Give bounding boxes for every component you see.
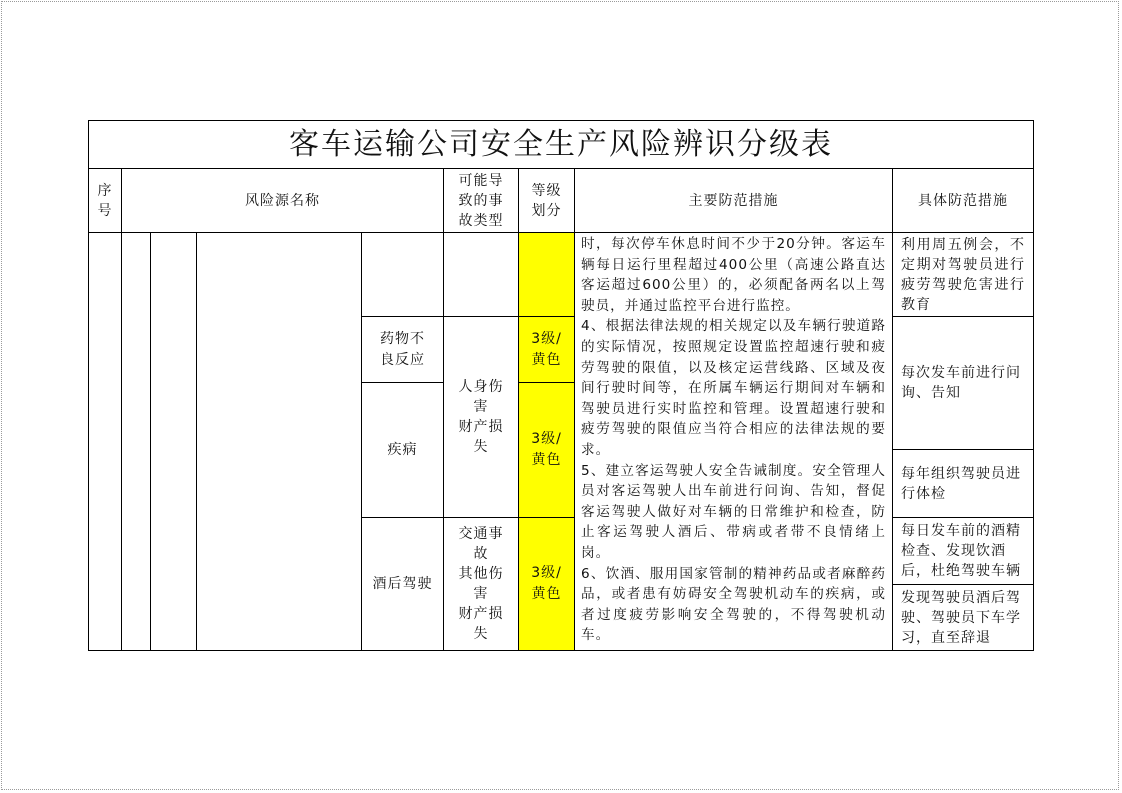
accident-type-cell [443,517,519,651]
header-risk-source: 风险源名称 [121,168,444,233]
header-accident-type [443,168,519,233]
table-title: 客车运输公司安全生产风险辨识分级表 [88,120,1034,169]
main-measure-paragraph: 5、建立客运驾驶人安全告诫制度。安全管理人员对客运驾驶人出车前进行问询、告知，督促客运驾驶人做好对车辆的日常维护和检查，防止客运驾驶人酒后、带病或者带不良情绪上岗。 [581,462,886,561]
main-measure-paragraph: 6、饮酒、服用国家管制的精神药品或者麻醉药品，或者患有妨碍安全驾驶机动车的疾病，或者过度疲劳影响安全驾驶的，不得驾驶机动车。 [581,565,886,644]
level-label: 3级/黄色 [531,565,562,602]
main-measure-paragraph: 时，每次停车休息时间不少于20分钟。客运车辆每日运行里程超过400公里（高速公路直达客运超过600公里）的，必须配备两名以上驾驶员，并通过监控平台进行监控。 [581,236,886,314]
category-col-2 [150,232,197,651]
specific-measure-cell: 发现驾驶员酒后驾驶、驾驶员下车学习，直至辞退 [892,584,1034,651]
main-measures-cell [574,232,893,651]
level-cell [518,382,575,518]
level-cell [518,316,575,383]
level-label: 3级/黄色 [531,431,562,468]
accident-type-line: 其他伤害 [458,566,504,602]
specific-measure-cell: 每年组织驾驶员进行体检 [892,449,1034,518]
level-label: 3级/黄色 [531,330,562,368]
main-measure-paragraph: 4、根据法律法规的相关规定以及车辆行驶道路的实际情况，按照规定设置监控超速行驶和疲劳驾驶的限值，以及核定运营线路、区域及夜间行驶时间等，在所属车辆运行期间对车辆和驾驶员进行实时监控和管理。设置超速行驶和疲劳驾驶的限值应当符合相应的法律法规的要求。 [581,318,886,458]
header-specific-measures: 具体防范措施 [892,168,1034,233]
accident-type-line: 交通事故 [458,526,504,562]
header-level [518,168,575,233]
specific-measure-cell: 每次发车前进行问询、告知 [892,316,1034,450]
header-level-label: 等级划分 [531,182,562,219]
category-col-1 [121,232,151,651]
risk-source-cell [361,316,444,383]
risk-source-cell [361,232,444,317]
header-seq [88,168,122,233]
specific-measure-cell: 每日发车前的酒精检查、发现饮酒后，杜绝驾驶车辆 [892,517,1034,585]
level-cell [518,517,575,651]
accident-type-line: 财产损失 [458,606,504,642]
seq-cell [88,232,122,651]
specific-measure-cell: 利用周五例会，不定期对驾驶员进行疲劳驾驶危害进行教育 [892,232,1034,317]
header-accident-type-label: 可能导致的事故类型 [458,172,504,229]
accident-type-cell [443,316,519,518]
risk-source-cell: 疾病 [361,382,444,518]
category-col-3 [196,232,362,651]
header-main-measures: 主要防范措施 [574,168,893,233]
risk-source-label: 药物不良反应 [380,330,425,368]
level-cell [518,232,575,317]
risk-table [88,120,1034,651]
risk-source-cell: 酒后驾驶 [361,517,444,651]
header-seq-label: 序号 [97,182,113,219]
accident-type-cell [443,232,519,317]
accident-type-line: 财产损失 [458,419,504,455]
accident-type-line: 人身伤害 [458,379,504,415]
